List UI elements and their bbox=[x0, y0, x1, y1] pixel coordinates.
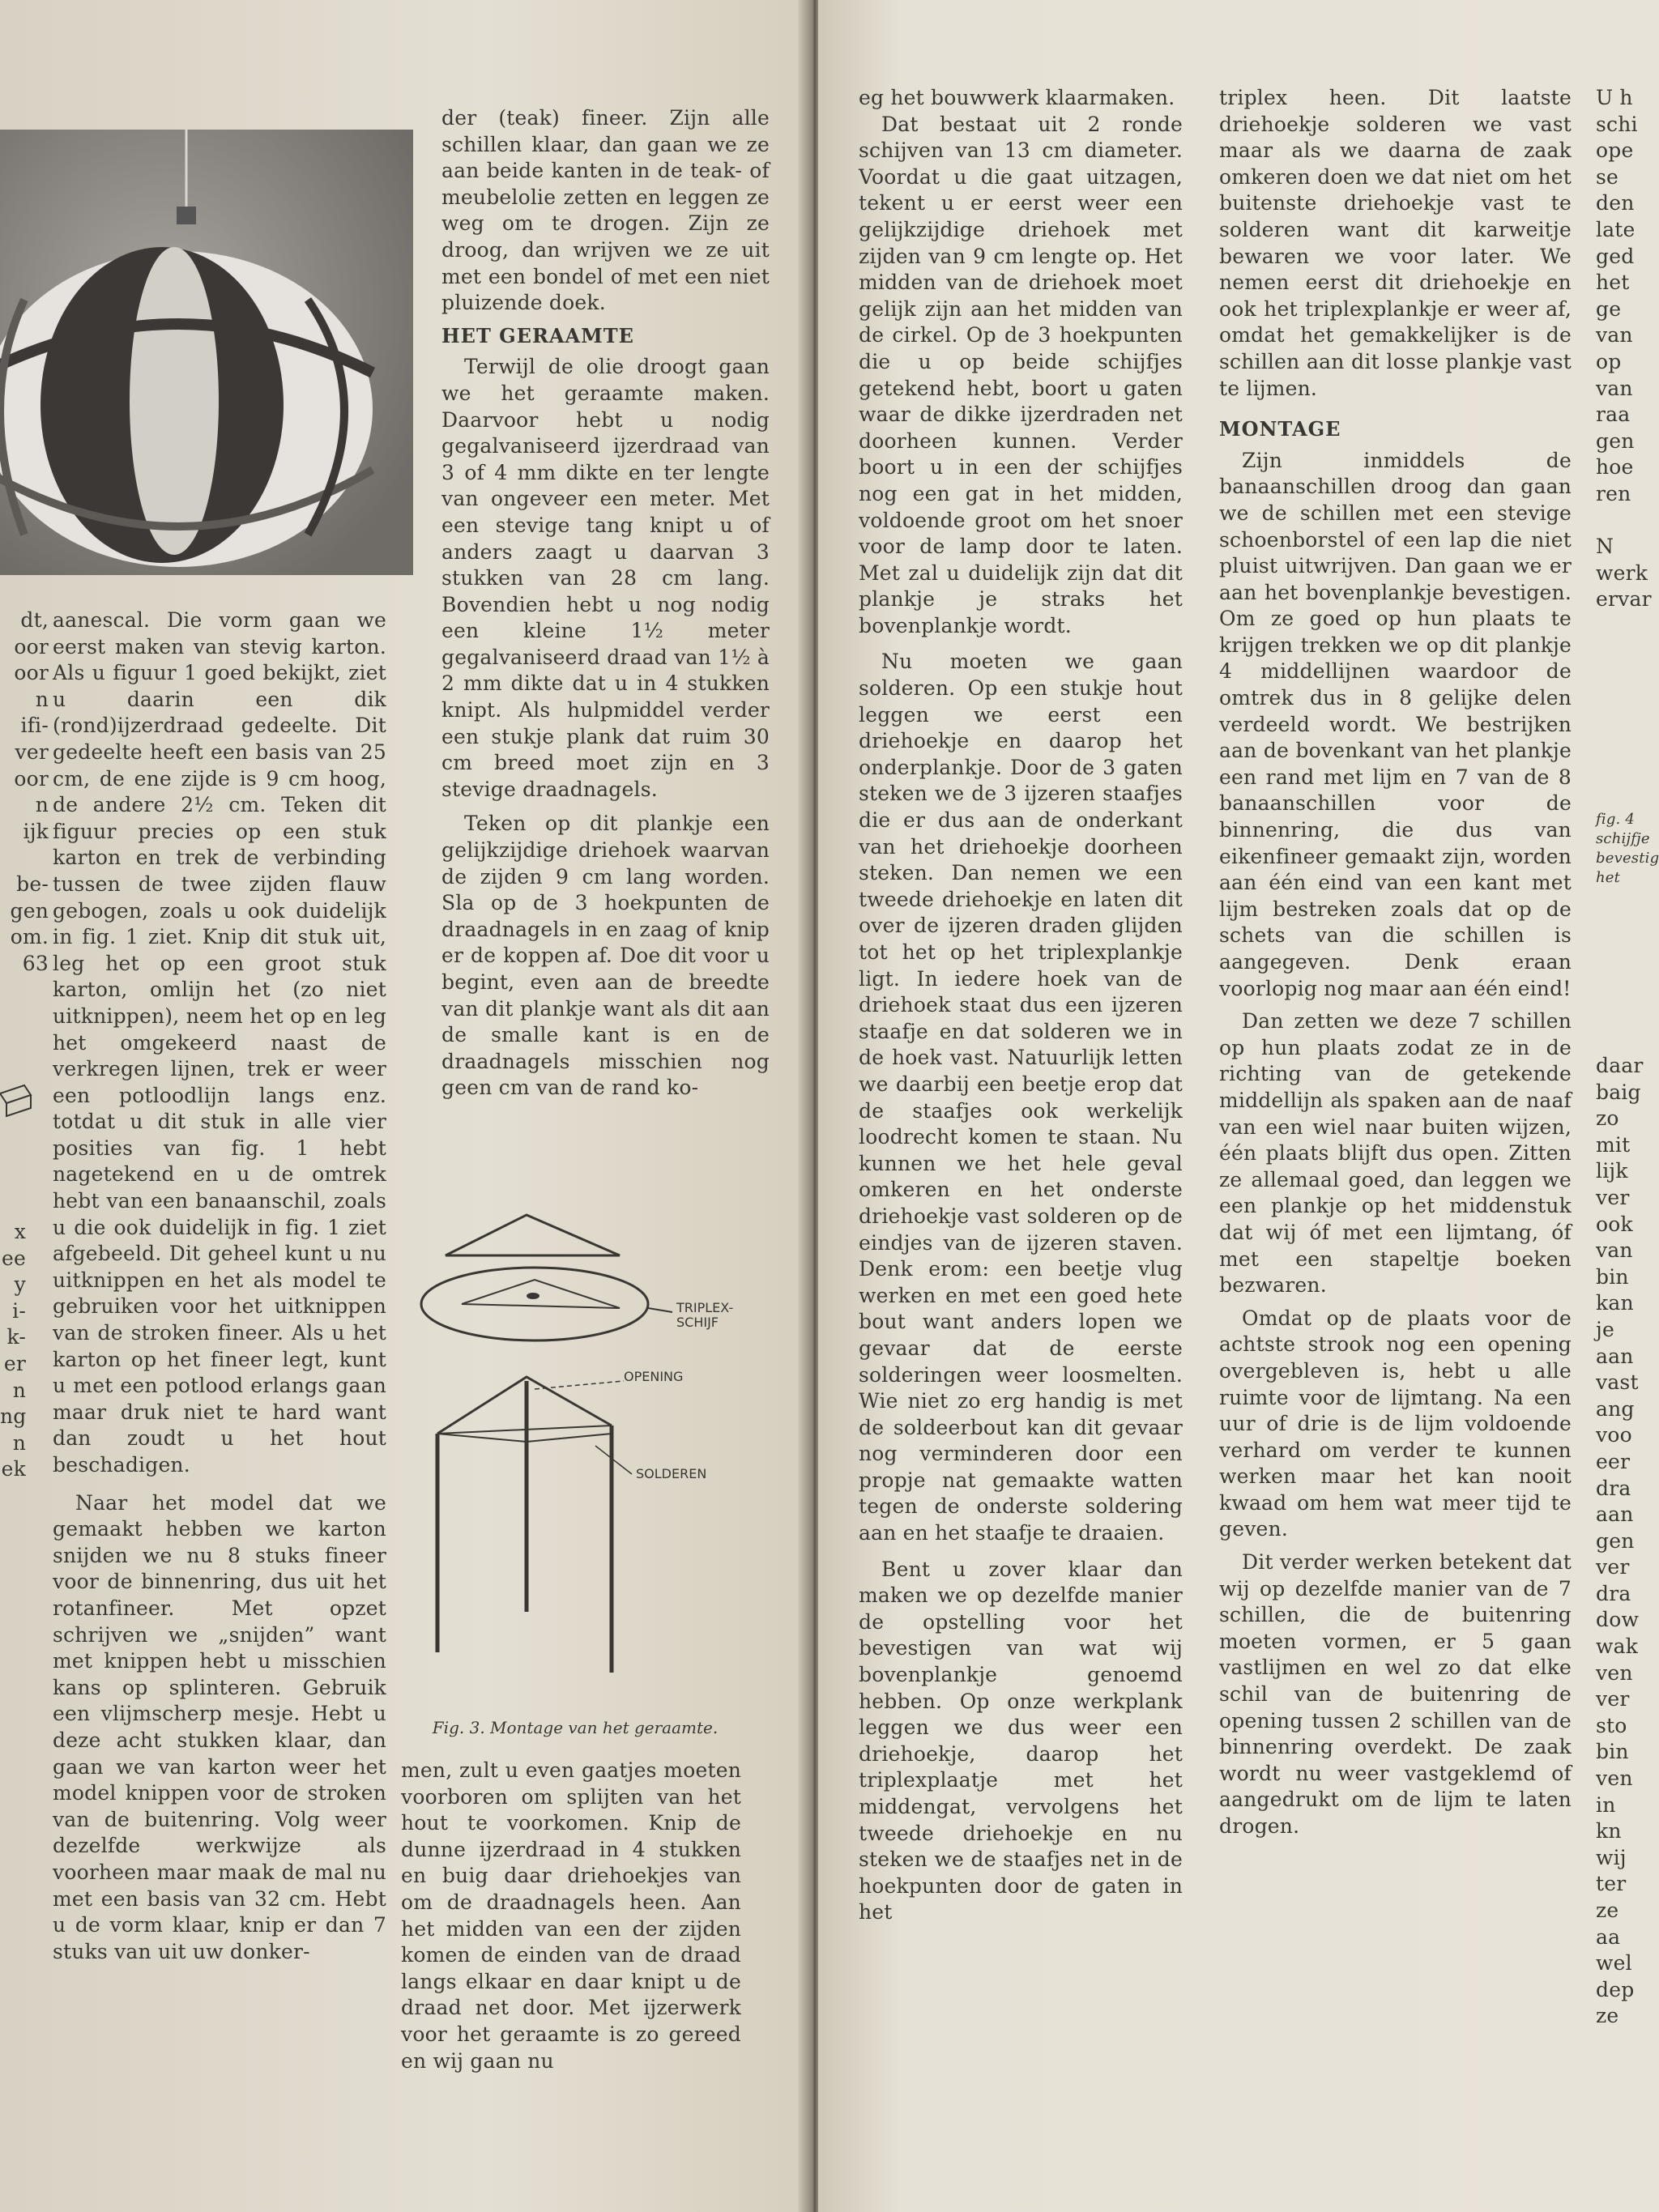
col-f-line: dow bbox=[1596, 1608, 1640, 1632]
col-a-line: n bbox=[12, 1378, 26, 1402]
col-f-line: baig bbox=[1596, 1080, 1641, 1104]
col-a-line: ver bbox=[15, 739, 49, 764]
column-a-bottom bbox=[0, 1219, 26, 1483]
paragraph: men, zult u even gaatjes moeten voorboren om splijten van het hout te voorkomen. Knip de dunne ijzerdraad in 4 stukken en buig daar driehoekjes van om de draadnagels heen. Aan het midden van een der zijden komen de einden van de draad langs elkaar en daar knipt u de draad net door. Met ijzerwerk voor het geraamte is zo gereed en wij gaan nu bbox=[401, 1758, 741, 2073]
label-triplex: TRIPLEX-SCHIJF bbox=[676, 1300, 734, 1330]
paragraph: Zijn inmiddels de banaanschillen droog dan gaan we de schillen met een stevige schoenborstel of een lap die niet pluist uitwrijven. Dan gaan we er aan het bovenplankje bevestigen. Om ze goed op hun plaats te krijgen trekken we op dit plankje 4 middellijnen waardoor de omtrek dus in 8 gelijke delen verdeeld wordt. We bestrijken aan de bovenkant van het plankje een rand met lijm en 7 van de 8 banaanschillen voor de binnenring, die dus van eikenfineer gemaakt zijn, worden aan één eind van een kant met lijm bestreken zoals dat op de schets van die schillen is aangegeven. Denk eraan voorlopig nog maar aan één eind! bbox=[1219, 448, 1572, 1000]
col-f-line: ook bbox=[1596, 1212, 1633, 1236]
col-f-line: ver bbox=[1596, 1185, 1630, 1209]
col-a-line: er bbox=[3, 1351, 26, 1375]
col-a-line: ifi- bbox=[20, 714, 49, 738]
paragraph: Bent u zover klaar dan maken we op dezelfde manier de opstelling voor het bevestigen van wat wij bovenplankje genoemd hebben. Op onze werkplank leggen we dus weer een driehoekje, daarop het triplexplaatje met het middengat, vervolgens het tweede driehoekje en nu steken we de staafjes net in de hoekpunten door de gaten in het bbox=[859, 1557, 1183, 1924]
paragraph: Omdat op de plaats voor de achtste strook nog een opening overgebleven is, hebt u alle ruimte voor de lijmtang. Na een uur of drie is de lijm voldoende verhard om verder te kunnen werken maar het kan nooit kwaad om hem wat meer tijd te geven. bbox=[1219, 1306, 1572, 1541]
col-f-line: kn bbox=[1596, 1819, 1622, 1843]
left-page bbox=[0, 0, 810, 2212]
col-f-line: sto bbox=[1596, 1713, 1627, 1737]
col-f-line: van bbox=[1596, 323, 1633, 347]
col-f-line: gen bbox=[1596, 1528, 1635, 1553]
col-f-caption-line: schijfje bbox=[1596, 830, 1650, 847]
col-f-line bbox=[1596, 508, 1659, 535]
col-f-line: U h bbox=[1596, 86, 1633, 109]
col-a-line: n bbox=[35, 793, 49, 817]
col-f-line: hoe bbox=[1596, 455, 1634, 479]
col-f-line: den bbox=[1596, 191, 1635, 215]
col-a-line: ijk bbox=[23, 819, 49, 843]
col-f-line: daar bbox=[1596, 1054, 1644, 1077]
col-f-line: op bbox=[1596, 349, 1622, 373]
col-f-line: het bbox=[1596, 271, 1630, 295]
col-f-line: ven bbox=[1596, 1660, 1633, 1685]
col-f-line: wij bbox=[1596, 1845, 1627, 1869]
paragraph: Dan zetten we deze 7 schillen op hun plaats zodat ze in de richting van de getekende middellijn als spaken aan de naaf van een wiel naar buiten wijzen, één plaats blijft dus open. Zitten ze allemaal goed, dan leggen we een plankje op het middenstuk dat wij óf met een lijmtang, óf met een stapeltje boeken bezwaren. bbox=[1219, 1009, 1572, 1298]
paragraph: Teken op dit plankje een gelijkzijdige driehoek waarvan de zijden 9 cm lang worden. Sla op de 3 hoekpunten de draadnagels in en zaag of knip er de koppen af. Doe dit voor u begint, even aan de breedte van dit plankje want als dit aan de smalle kant is en de draadnagels misschien nog geen cm van de rand ko- bbox=[441, 812, 770, 1100]
column-d bbox=[859, 85, 1183, 1926]
col-f-line: N bbox=[1596, 535, 1614, 559]
col-f-line: wel bbox=[1596, 1951, 1632, 1975]
column-c bbox=[441, 105, 770, 1102]
col-a-line: y bbox=[14, 1272, 26, 1297]
section-heading-geraamte: HET GERAAMTE bbox=[441, 323, 634, 347]
col-f-line: aa bbox=[1596, 1924, 1621, 1949]
col-a-line: 63 bbox=[22, 951, 49, 975]
col-f-line: ge bbox=[1596, 296, 1622, 321]
col-a-line: n bbox=[35, 687, 49, 711]
paragraph: triplex heen. Dit laatste driehoekje solderen we vast maar als we daarna de zaak omkeren doen we dat niet om het buitenste driehoekje vast te solderen want dit karweitje bewaren we voor later. We nemen eerst dit driehoekje en ook het triplexplankje er weer af, omdat het gemakkelijker is de schillen aan dit losse plankje vast te lijmen. bbox=[1219, 86, 1572, 400]
col-a-line: k- bbox=[6, 1325, 26, 1349]
lamp-image bbox=[0, 130, 413, 575]
column-c-bottom bbox=[401, 1758, 741, 2074]
col-f-line: bin bbox=[1596, 1264, 1629, 1289]
col-f-line: ren bbox=[1596, 481, 1631, 505]
col-f-line: je bbox=[1596, 1317, 1614, 1341]
col-f-line: aan bbox=[1596, 1344, 1634, 1368]
col-a-line: ee bbox=[2, 1246, 26, 1270]
column-e bbox=[1219, 85, 1572, 1840]
paragraph: Dit verder werken betekent dat wij op dezelfde manier van de 7 schillen, die de buitenring moeten vormen, er 5 gaan vastlijmen en wel zo dat elke schil van de buitenring de opening tussen 2 schillen van de binnenring overdekt. De zaak wordt nu weer vastgeklemd of aangedrukt om de lijm te laten drogen. bbox=[1219, 1550, 1572, 1838]
column-a-top bbox=[0, 607, 49, 977]
col-f-line: kan bbox=[1596, 1291, 1634, 1315]
col-f-line: dra bbox=[1596, 1581, 1631, 1605]
col-f-line: wak bbox=[1596, 1634, 1639, 1659]
col-a-line: oor bbox=[14, 661, 49, 685]
paragraph: Naar het model dat we gemaakt hebben we karton snijden we nu 8 stuks fineer voor de binnenring, dus uit het rotanfineer. Met opzet schrijven we „snijden” want met knippen hebt u misschien kans op splinteren. Gebruik een vlijmscherp mesje. Hebt u deze acht stukken klaar, dan gaan we van karton weer het model knippen voor de stroken van de buitenring. Volg weer dezelfde werkwijze als voorheen maar maak de mal nu met een basis van 32 cm. Hebt u de vorm klaar, knip er dan 7 stuks van uit uw donker- bbox=[53, 1490, 386, 1963]
paragraph: Terwijl de olie droogt gaan we het geraamte maken. Daarvoor hebt u nodig gegalvaniseerd ijzerdraad van 3 of 4 mm dikte en ter lengte van ongeveer een meter. Met een stevige tang knipt u of anders zaagt u daarvan 3 stukken van 28 cm lang. Bovendien hebt u nog nodig een kleine 1½ meter gegalvaniseerd draad van 1½ à 2 mm dikte dat u in 4 stukken knipt. Als hulpmiddel verder een stukje plank dat ruim 30 cm breed moet zijn en 3 stevige draadnagels. bbox=[441, 355, 770, 801]
col-a-line: ek bbox=[1, 1457, 26, 1481]
col-a-line: i- bbox=[12, 1298, 26, 1323]
column-f-top bbox=[1596, 85, 1659, 613]
col-f-line: ged bbox=[1596, 244, 1635, 268]
paragraph: Dat bestaat uit 2 ronde schijven van 13 cm diameter. Voordat u die gaat uitzagen, tekent u er eerst weer een gelijkzijdige driehoek met zijden van 9 cm lengte op. Het midden van de driehoek moet gelijk zijn aan het midden van de cirkel. Op de 3 hoekpunten die u op beide schijfjes getekend hebt, boort u gaten waar de dikke ijzerdraden net doorheen kunnen. Verder boort u in een der schijfjes nog een gat in het midden, voldoende groot om het snoer voor de lamp door te laten. Met zal u duidelijk zijn dat dit plankje je straks het bovenplankje wordt. bbox=[859, 112, 1183, 637]
col-a-line: oor bbox=[14, 634, 49, 658]
col-f-line: van bbox=[1596, 1238, 1633, 1263]
col-f-line: late bbox=[1596, 217, 1636, 241]
col-a-line: om. bbox=[10, 925, 49, 949]
section-heading-montage: MONTAGE bbox=[1219, 417, 1341, 441]
col-a-line bbox=[0, 845, 49, 872]
col-f-line: zo bbox=[1596, 1106, 1619, 1131]
col-f-line: mit bbox=[1596, 1132, 1631, 1157]
col-f-line: aan bbox=[1596, 1502, 1634, 1527]
col-f-line: ver bbox=[1596, 1555, 1630, 1579]
col-f-line: ze bbox=[1596, 2004, 1619, 2028]
col-f-line: raa bbox=[1596, 403, 1631, 427]
figure-3-drawing bbox=[405, 1199, 761, 1766]
col-f-line: lijk bbox=[1596, 1159, 1628, 1183]
paragraph: eg het bouwwerk klaarmaken. bbox=[859, 86, 1175, 109]
column-f-bottom bbox=[1596, 1053, 1659, 2030]
col-a-line: oor bbox=[14, 766, 49, 791]
col-f-line: ze bbox=[1596, 1899, 1619, 1922]
paragraph: der (teak) fineer. Zijn alle schillen klaar, dan gaan we ze aan beide kanten in de teak- of meubelolie zetten en leggen ze weg om te drogen. Zijn ze droog, dan wrijven we ze uit met een bondel of met een niet pluizende doek. bbox=[441, 106, 770, 315]
col-f-line: ervar bbox=[1596, 587, 1652, 612]
col-f-line: se bbox=[1596, 164, 1619, 189]
col-f-line: vast bbox=[1596, 1370, 1639, 1395]
col-f-line: ang bbox=[1596, 1396, 1635, 1421]
col-f-line: voo bbox=[1596, 1423, 1632, 1447]
paragraph: aanescal. Die vorm gaan we eerst maken van stevig karton. Als u figuur 1 goed bekijkt, ziet u daarin een dik (rond)ijzerdraad gedeelte. Dit gedeelte heeft een basis van 25 cm, de ene zijde is 9 cm hoog, de andere 2½ cm. Teken dit figuur precies op een stuk karton en trek de verbinding tussen de twee zijden flauw gebogen, zoals u ook duidelijk in fig. 1 ziet. Knip dit stuk uit, leg het op een groot stuk karton, omlijn het (zo niet uitknippen), neem het op en leg het omgekeerd naast de verkregen lijnen, trek er weer een potloodlijn langs enz. totdat u dit stuk in alle vier posities van fig. 1 hebt nagetekend en u de omtrek hebt van een banaanschil, zoals u die ook duidelijk in fig. 1 ziet afgebeeld. Dit geheel kunt u nu uitknippen en het als model te gebruiken voor het uitknippen van de stroken fineer. Als u het karton op het fineer legt, kunt u met een potlood erlangs gaan maar druk niet te hard want dan zoudt u het hout beschadigen. bbox=[53, 608, 386, 1477]
column-b bbox=[53, 607, 386, 1965]
col-a-line: gen bbox=[10, 898, 49, 923]
col-f-line: eer bbox=[1596, 1449, 1631, 1473]
col-f-line: ter bbox=[1596, 1872, 1627, 1896]
col-a-line: ng bbox=[0, 1404, 27, 1429]
col-f-line: ope bbox=[1596, 139, 1634, 163]
col-a-line: dt, bbox=[20, 608, 49, 632]
label-solderen: SOLDEREN bbox=[636, 1466, 707, 1481]
paragraph: Nu moeten we gaan solderen. Op een stukje hout leggen we eerst een driehoekje en daarop het onderplankje. Door de 3 gaten steken we de 3 ijzeren staafjes die er dus aan de onderkant van het driehoekje doorheen steken. Dan nemen we een tweede driehoekje en laten dit over de ijzeren draden glijden tot het op het triplexplankje ligt. In iedere hoek van de driehoek staat dus een ijzeren staafje en dat solderen we in de hoek vast. Natuurlijk letten we daarbij een beetje erop dat de staafjes ook werkelijk loodrecht komen te staan. Nu kunnen we het hele geval omkeren en het onderste driehoekje vast solderen op de eindjes van de ijzeren staven. Denk erom: een beetje vlug werken en met een goed hete bout want anders lopen we gevaar dat de eerste solderingen weer loosmelten. Wie niet zo erg handig is met de soldeerbout kan dit gevaar nog verminderen door een propje nat gemaakte watten tegen de onderste soldering aan en het staafje te draaien. bbox=[859, 650, 1183, 1545]
col-f-line: dep bbox=[1596, 1977, 1635, 2001]
col-f-line: ver bbox=[1596, 1687, 1630, 1711]
right-page bbox=[818, 0, 1659, 2212]
col-f-line: schi bbox=[1596, 112, 1638, 136]
col-f-caption-line: het bbox=[1596, 869, 1621, 886]
col-a-line: n bbox=[12, 1430, 26, 1455]
col-f-caption-line: fig. 4 bbox=[1596, 811, 1636, 828]
col-f-line: gen bbox=[1596, 428, 1635, 453]
col-f-line: in bbox=[1596, 1792, 1616, 1817]
col-f-line: dra bbox=[1596, 1476, 1631, 1500]
lamp-photo bbox=[0, 130, 413, 575]
label-opening: OPENING bbox=[624, 1369, 684, 1384]
column-f-caption bbox=[1596, 810, 1659, 888]
col-a-line: x bbox=[14, 1220, 26, 1243]
cut-off-box-drawing bbox=[0, 1077, 32, 1126]
col-f-caption-line: bevestig bbox=[1596, 850, 1659, 867]
col-a-line: be- bbox=[16, 872, 49, 896]
figure-3-caption: Fig. 3. Montage van het geraamte. bbox=[432, 1718, 719, 1737]
col-f-line: van bbox=[1596, 376, 1633, 400]
col-f-line: ven bbox=[1596, 1767, 1633, 1791]
col-f-line: bin bbox=[1596, 1740, 1629, 1764]
col-f-line: werk bbox=[1596, 560, 1648, 585]
